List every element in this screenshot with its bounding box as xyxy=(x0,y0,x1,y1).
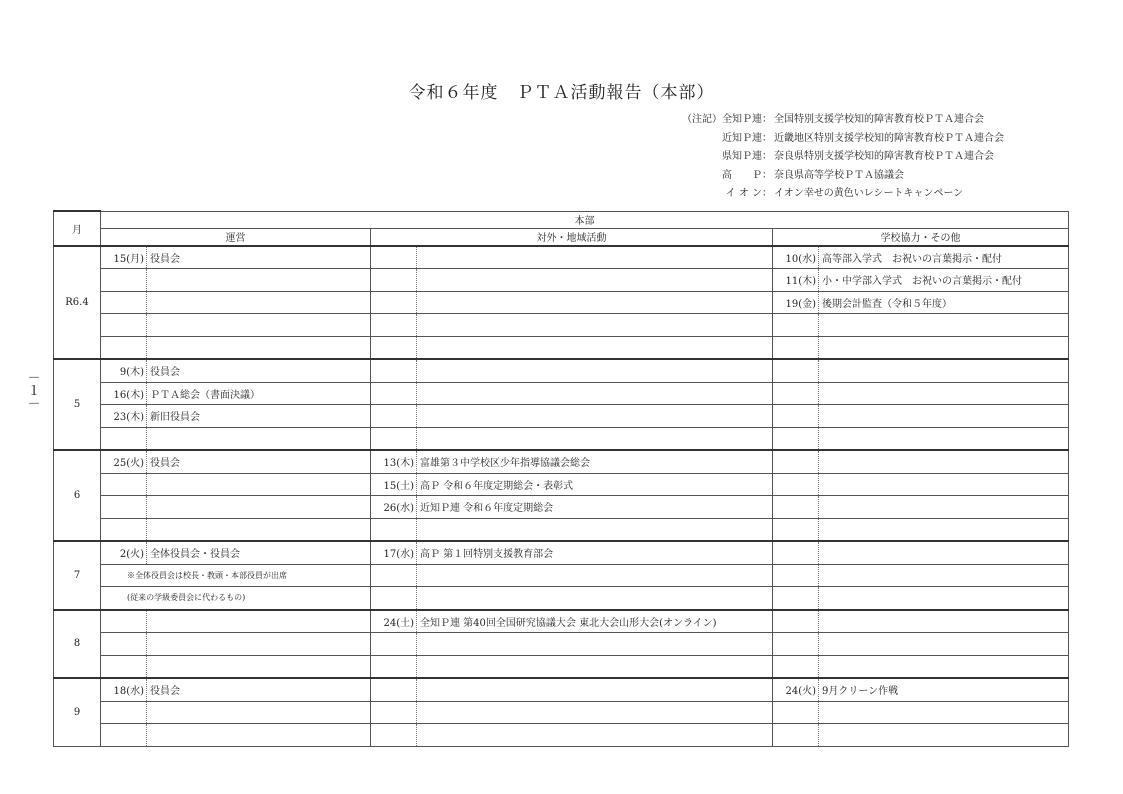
note-row xyxy=(676,111,1004,130)
unei-date: 25(火) xyxy=(101,450,147,473)
note-value: 全国特別支援学校知的障害教育校ＰＴＡ連合会 xyxy=(774,114,984,125)
gakko-event xyxy=(819,382,1069,405)
unei-event xyxy=(147,496,371,519)
table-row xyxy=(54,427,1069,450)
table-row xyxy=(54,269,1069,292)
note-row xyxy=(676,130,1004,149)
taigai-event xyxy=(417,633,773,656)
note-key: （注記）全知Ｐ連： xyxy=(682,114,772,125)
table-row xyxy=(54,246,1069,269)
month-cell: 5 xyxy=(54,359,101,450)
note-key: イ オ ン： xyxy=(725,188,772,199)
unei-event xyxy=(147,291,371,314)
taigai-date: 15(土) xyxy=(371,473,417,496)
unei-date xyxy=(101,291,147,314)
taigai-date: 13(木) xyxy=(371,450,417,473)
gakko-date xyxy=(773,518,819,541)
note-key: 高 Ｐ： xyxy=(722,169,772,181)
unei-note: ※全体役員会は校長・教頭・本部役員が出席 xyxy=(101,564,371,587)
unei-event xyxy=(147,269,371,292)
unei-note: (従来の学級委員会に代わるもの) xyxy=(101,587,371,610)
taigai-date xyxy=(371,655,417,678)
unei-event xyxy=(147,518,371,541)
note-key: 近知Ｐ連： xyxy=(722,132,772,144)
taigai-date xyxy=(371,269,417,292)
note-value: 奈良県高等学校ＰＴＡ協議会 xyxy=(774,169,904,181)
gakko-event xyxy=(819,496,1069,519)
gakko-date: 19(金) xyxy=(773,291,819,314)
taigai-date xyxy=(371,587,417,610)
taigai-date: 24(土) xyxy=(371,610,417,633)
gakko-date: 24(火) xyxy=(773,678,819,701)
gakko-event xyxy=(819,518,1069,541)
table-row xyxy=(54,359,1069,382)
unei-date xyxy=(101,314,147,337)
page-number-char: － xyxy=(27,371,41,386)
taigai-date: 26(水) xyxy=(371,496,417,519)
table-row xyxy=(54,678,1069,701)
gakko-event xyxy=(819,724,1069,747)
column-header-unei: 運営 xyxy=(101,228,371,246)
taigai-date xyxy=(371,678,417,701)
unei-date: 16(木) xyxy=(101,382,147,405)
taigai-event xyxy=(417,587,773,610)
gakko-event xyxy=(819,587,1069,610)
taigai-event xyxy=(417,359,773,382)
table-row xyxy=(54,291,1069,314)
taigai-event xyxy=(417,518,773,541)
gakko-date xyxy=(773,382,819,405)
unei-date: 18(水) xyxy=(101,678,147,701)
taigai-date xyxy=(371,427,417,450)
gakko-date xyxy=(773,633,819,656)
table-row xyxy=(54,336,1069,359)
table-row xyxy=(54,405,1069,428)
unei-event: 役員会 xyxy=(147,678,371,701)
table-row xyxy=(54,701,1069,724)
unei-event xyxy=(147,701,371,724)
taigai-event: 近知Ｐ連 令和６年度定期総会 xyxy=(417,496,773,519)
unei-date xyxy=(101,724,147,747)
gakko-date xyxy=(773,473,819,496)
unei-date: 23(木) xyxy=(101,405,147,428)
taigai-event: 富雄第３中学校区少年指導協議会総会 xyxy=(417,450,773,473)
gakko-event xyxy=(819,541,1069,564)
gakko-date xyxy=(773,336,819,359)
unei-event xyxy=(147,633,371,656)
taigai-date xyxy=(371,246,417,269)
taigai-event xyxy=(417,427,773,450)
gakko-event xyxy=(819,405,1069,428)
unei-event xyxy=(147,336,371,359)
taigai-date xyxy=(371,382,417,405)
page-number-char: １ xyxy=(27,384,41,399)
gakko-event xyxy=(819,314,1069,337)
unei-event: 役員会 xyxy=(147,246,371,269)
taigai-event xyxy=(417,405,773,428)
note-row xyxy=(676,185,1004,204)
unei-date: 2(火) xyxy=(101,541,147,564)
taigai-event: 高Ｐ 第１回特別支援教育部会 xyxy=(417,541,773,564)
gakko-date xyxy=(773,724,819,747)
unei-event xyxy=(147,473,371,496)
unei-date xyxy=(101,633,147,656)
unei-date xyxy=(101,473,147,496)
gakko-event xyxy=(819,359,1069,382)
gakko-date xyxy=(773,359,819,382)
gakko-event xyxy=(819,701,1069,724)
taigai-event xyxy=(417,291,773,314)
note-value: イオン幸せの黄色いレシートキャンペーン xyxy=(774,188,964,199)
note-value: 近畿地区特別支援学校知的障害教育校ＰＴＡ連合会 xyxy=(774,132,1004,144)
taigai-event xyxy=(417,382,773,405)
table-row xyxy=(54,724,1069,747)
gakko-event xyxy=(819,610,1069,633)
unei-event xyxy=(147,610,371,633)
gakko-date xyxy=(773,405,819,428)
table-row xyxy=(54,382,1069,405)
gakko-date: 11(木) xyxy=(773,269,819,292)
gakko-event: 小・中学部入学式 お祝いの言葉掲示・配付 xyxy=(819,269,1069,292)
month-cell: 6 xyxy=(54,450,101,541)
unei-event: 全体役員会・役員会 xyxy=(147,541,371,564)
month-cell: 7 xyxy=(54,541,101,610)
taigai-event xyxy=(417,246,773,269)
gakko-date xyxy=(773,427,819,450)
gakko-event xyxy=(819,655,1069,678)
gakko-date xyxy=(773,314,819,337)
unei-event: ＰＴＡ総会（書面決議） xyxy=(147,382,371,405)
taigai-event xyxy=(417,678,773,701)
taigai-event xyxy=(417,724,773,747)
table-body xyxy=(54,246,1069,747)
unei-event: 役員会 xyxy=(147,359,371,382)
month-cell: R6.4 xyxy=(54,246,101,360)
taigai-event xyxy=(417,564,773,587)
column-header-gakko: 学校協力・その他 xyxy=(773,228,1069,246)
taigai-date xyxy=(371,633,417,656)
table-row xyxy=(54,564,1069,587)
taigai-event: 高Ｐ 令和６年度定期総会・表彰式 xyxy=(417,473,773,496)
gakko-date xyxy=(773,701,819,724)
taigai-date xyxy=(371,336,417,359)
taigai-date xyxy=(371,359,417,382)
table-row xyxy=(54,610,1069,633)
unei-event xyxy=(147,427,371,450)
table-row xyxy=(54,587,1069,610)
taigai-date xyxy=(371,314,417,337)
unei-date xyxy=(101,336,147,359)
gakko-date xyxy=(773,587,819,610)
unei-date xyxy=(101,269,147,292)
table-row xyxy=(54,633,1069,656)
page-title: 令和６年度 ＰＴＡ活動報告（本部） xyxy=(408,83,715,103)
month-cell: 9 xyxy=(54,678,101,746)
page-number xyxy=(26,372,42,411)
unei-event: 役員会 xyxy=(147,450,371,473)
unei-date xyxy=(101,496,147,519)
table-row xyxy=(54,655,1069,678)
gakko-event xyxy=(819,427,1069,450)
gakko-event xyxy=(819,473,1069,496)
gakko-date xyxy=(773,564,819,587)
unei-event xyxy=(147,314,371,337)
page-number-char: － xyxy=(27,397,41,412)
unei-date xyxy=(101,701,147,724)
gakko-date: 10(水) xyxy=(773,246,819,269)
taigai-event xyxy=(417,269,773,292)
gakko-event xyxy=(819,336,1069,359)
unei-date xyxy=(101,518,147,541)
note-key: 県知Ｐ連： xyxy=(722,151,772,162)
gakko-event xyxy=(819,633,1069,656)
unei-date xyxy=(101,610,147,633)
table-row xyxy=(54,473,1069,496)
taigai-date xyxy=(371,564,417,587)
gakko-event xyxy=(819,450,1069,473)
unei-event xyxy=(147,655,371,678)
taigai-event xyxy=(417,336,773,359)
gakko-event: 9月クリーン作戦 xyxy=(819,678,1069,701)
gakko-date xyxy=(773,496,819,519)
month-cell: 8 xyxy=(54,610,101,679)
notes-block xyxy=(676,111,1004,204)
gakko-event: 高等部入学式 お祝いの言葉掲示・配付 xyxy=(819,246,1069,269)
unei-date: 9(木) xyxy=(101,359,147,382)
unei-date xyxy=(101,427,147,450)
table-row xyxy=(54,518,1069,541)
gakko-event xyxy=(819,564,1069,587)
table-row xyxy=(54,541,1069,564)
taigai-event xyxy=(417,655,773,678)
taigai-date xyxy=(371,291,417,314)
table-row xyxy=(54,450,1069,473)
column-header-taigai: 対外・地域活動 xyxy=(371,228,773,246)
month-header: 月 xyxy=(54,211,101,246)
unei-event: 新旧役員会 xyxy=(147,405,371,428)
taigai-event: 全知Ｐ連 第40回全国研究協議大会 東北大会山形大会(オンライン) xyxy=(417,610,773,633)
table-row xyxy=(54,496,1069,519)
unei-event xyxy=(147,724,371,747)
taigai-date xyxy=(371,405,417,428)
gakko-date xyxy=(773,655,819,678)
gakko-date xyxy=(773,610,819,633)
gakko-date xyxy=(773,450,819,473)
note-value: 奈良県特別支援学校知的障害教育校ＰＴＡ連合会 xyxy=(774,151,994,162)
unei-date: 15(月) xyxy=(101,246,147,269)
unei-date xyxy=(101,655,147,678)
taigai-date xyxy=(371,518,417,541)
taigai-date xyxy=(371,724,417,747)
activity-table xyxy=(53,210,1069,747)
table-row xyxy=(54,314,1069,337)
gakko-date xyxy=(773,541,819,564)
taigai-date: 17(水) xyxy=(371,541,417,564)
taigai-date xyxy=(371,701,417,724)
group-header: 本部 xyxy=(101,211,1069,228)
note-row xyxy=(676,167,1004,186)
note-row xyxy=(676,148,1004,167)
taigai-event xyxy=(417,314,773,337)
taigai-event xyxy=(417,701,773,724)
gakko-event: 後期会計監査（令和５年度） xyxy=(819,291,1069,314)
